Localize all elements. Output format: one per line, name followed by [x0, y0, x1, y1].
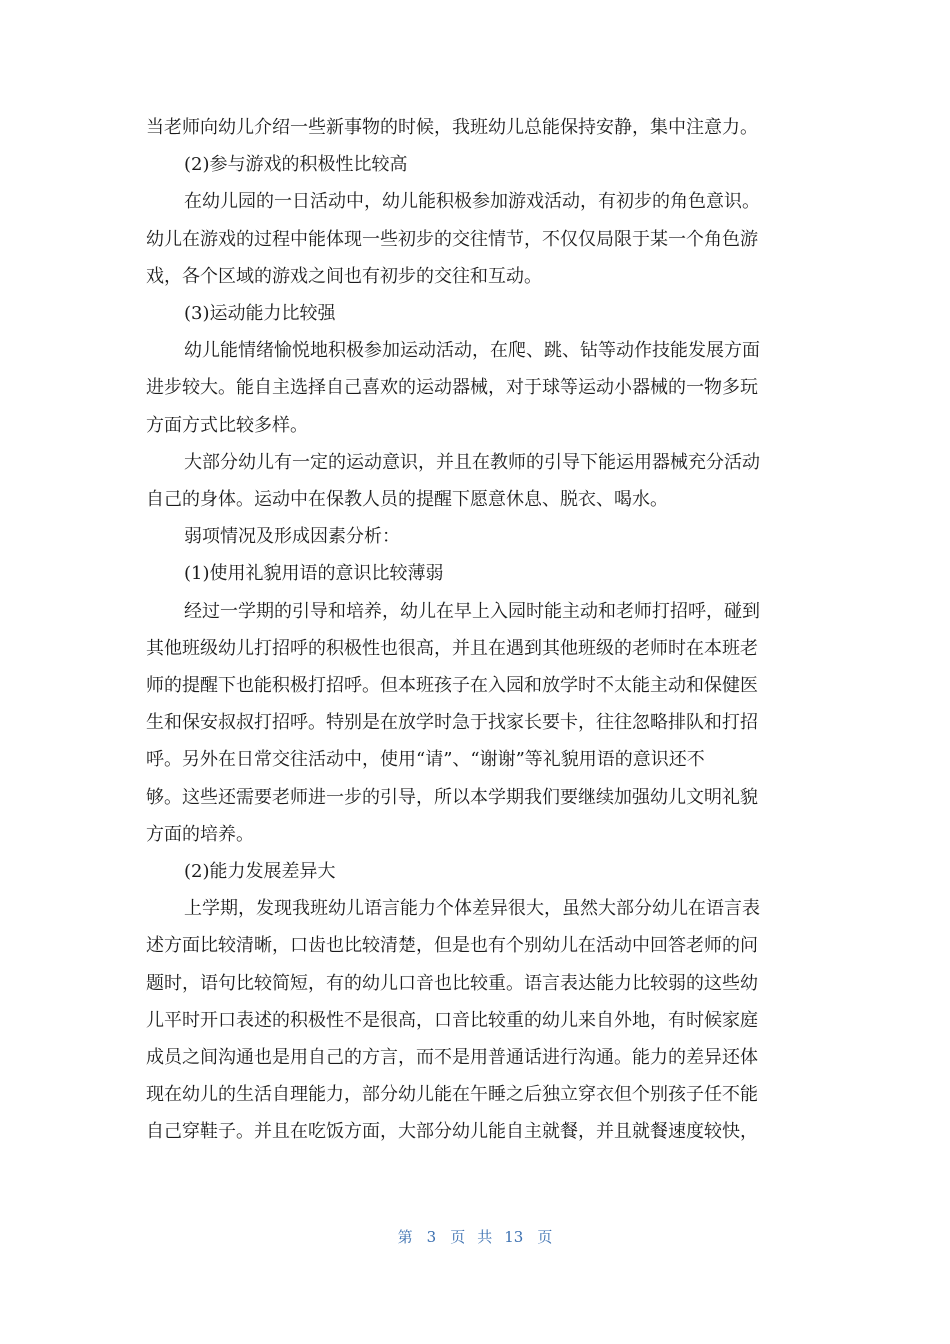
text-line: 够。这些还需要老师进一步的引导，所以本学期我们要继续加强幼儿文明礼貌 — [146, 786, 758, 808]
text-line: 进步较大。能自主选择自己喜欢的运动器械，对于球等运动小器械的一物多玩 — [146, 377, 758, 399]
text-line: 幼儿能情绪愉悦地积极参加运动活动，在爬、跳、钻等动作技能发展方面 — [184, 340, 760, 362]
text-line: 戏，各个区域的游戏之间也有初步的交往和互动。 — [146, 265, 542, 287]
text-line: 大部分幼儿有一定的运动意识，并且在教师的引导下能运用器械充分活动 — [184, 451, 760, 473]
text-line: 儿平时开口表述的积极性不是很高，口音比较重的幼儿来自外地，有时候家庭 — [146, 1009, 758, 1031]
footer-prefix: 第 — [397, 1228, 413, 1246]
text-line: 当老师向幼儿介绍一些新事物的时候，我班幼儿总能保持安静，集中注意力。 — [146, 117, 758, 138]
text-line: 弱项情况及形成因素分析： — [184, 526, 400, 548]
footer-suffix: 页 — [537, 1228, 553, 1246]
text-line: 经过一学期的引导和培养，幼儿在早上入园时能主动和老师打招呼，碰到 — [184, 600, 760, 622]
text-line: 自己穿鞋子。并且在吃饭方面，大部分幼儿能自主就餐，并且就餐速度较快， — [146, 1121, 758, 1143]
text-line: 自己的身体。运动中在保教人员的提醒下愿意休息、脱衣、喝水。 — [146, 489, 668, 510]
text-line: 题时，语句比较简短，有的幼儿口音也比较重。语言表达能力比较弱的这些幼 — [146, 972, 758, 994]
text-line: 述方面比较清晰，口齿也比较清楚，但是也有个别幼儿在活动中回答老师的问 — [146, 935, 758, 957]
text-line: 方面的培养。 — [146, 823, 254, 845]
page-footer — [0, 1226, 950, 1247]
text-line: (2)能力发展差异大 — [184, 861, 336, 882]
text-line: 成员之间沟通也是用自己的方言，而不是用普通话进行沟通。能力的差异还体 — [146, 1047, 758, 1068]
text-line: 呼。另外在日常交往活动中，使用“请”、“谢谢”等礼貌用语的意识还不 — [146, 749, 705, 771]
text-line: (1)使用礼貌用语的意识比较薄弱 — [184, 563, 444, 585]
text-line: 其他班级幼儿打招呼的积极性也很高，并且在遇到其他班级的老师时在本班老 — [146, 637, 758, 659]
text-line: 方面方式比较多样。 — [146, 414, 308, 436]
footer-total-pages: 13 — [504, 1228, 524, 1246]
text-line: 在幼儿园的一日活动中，幼儿能积极参加游戏活动，有初步的角色意识。 — [184, 191, 760, 213]
footer-page-number: 3 — [426, 1228, 437, 1246]
text-line: 生和保安叔叔打招呼。特别是在放学时急于找家长要卡，往往忽略排队和打招 — [146, 712, 758, 734]
text-line: 幼儿在游戏的过程中能体现一些初步的交往情节，不仅仅局限于某一个角色游 — [146, 228, 758, 250]
text-line: 师的提醒下也能积极打招呼。但本班孩子在入园和放学时不太能主动和保健医 — [146, 675, 758, 696]
text-line: 上学期，发现我班幼儿语言能力个体差异很大，虽然大部分幼儿在语言表 — [184, 898, 760, 920]
footer-middle: 页共 — [450, 1228, 505, 1246]
text-line: 现在幼儿的生活自理能力，部分幼儿能在午睡之后独立穿衣但个别孩子任不能 — [146, 1084, 758, 1106]
text-line: (2)参与游戏的积极性比较高 — [184, 154, 408, 176]
text-line: (3)运动能力比较强 — [184, 303, 336, 324]
